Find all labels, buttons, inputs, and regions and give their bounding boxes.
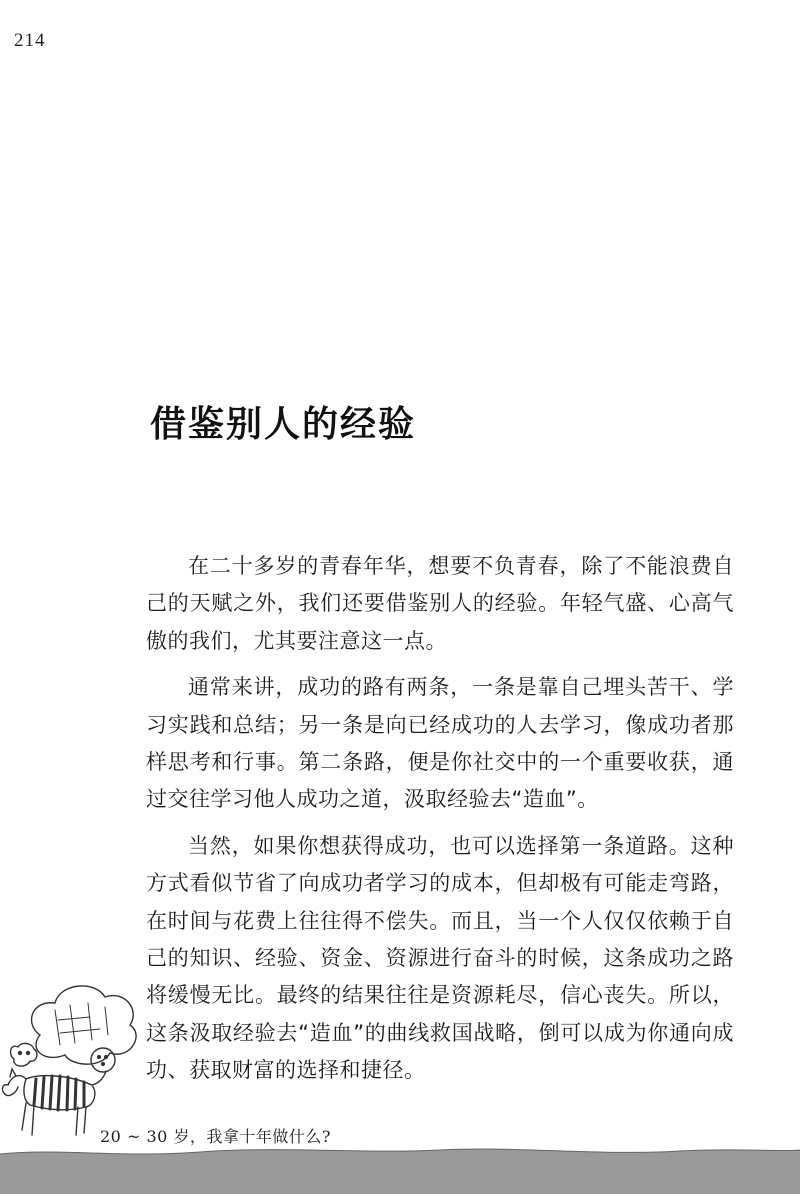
bottom-decorative-strip bbox=[0, 1140, 800, 1194]
page-number: 214 bbox=[14, 30, 46, 51]
paragraph-3: 当然，如果你想获得成功，也可以选择第一条道路。这种方式看似节省了向成功者学习的成本，但却极有可能走弯路，在时间与花费上往往得不偿失。而且，当一个人仅仅依赖于自己的知识、经验、资金、资源进行奋斗的时候，这条成功之路将缓慢无比。最终的结果往往是资源耗尽，信心丧失。所以，这条汲取经验去“造血”的曲线救国战略，倒可以成为你通向成功、获取财富的选择和捷径。 bbox=[146, 833, 734, 1083]
body-text bbox=[146, 548, 734, 1099]
paragraph-2: 通常来讲，成功的路有两条，一条是靠自己埋头苦干、学习实践和总结；另一条是向已经成功的人去学习，像成功者那样思考和行事。第二条路，便是你社交中的一个重要收获，通过交往学习他人成功之道，汲取经验去“造血”。 bbox=[146, 675, 734, 812]
footer-book-title: 20 ~ 30 岁，我拿十年做什么? bbox=[100, 1127, 331, 1146]
chapter-title: 借鉴别人的经验 bbox=[150, 404, 417, 445]
paragraph-1: 在二十多岁的青春年华，想要不负青春，除了不能浪费自己的天赋之外，我们还要借鉴别人的经验。年轻气盛、心高气傲的我们，尤其要注意这一点。 bbox=[146, 554, 734, 653]
